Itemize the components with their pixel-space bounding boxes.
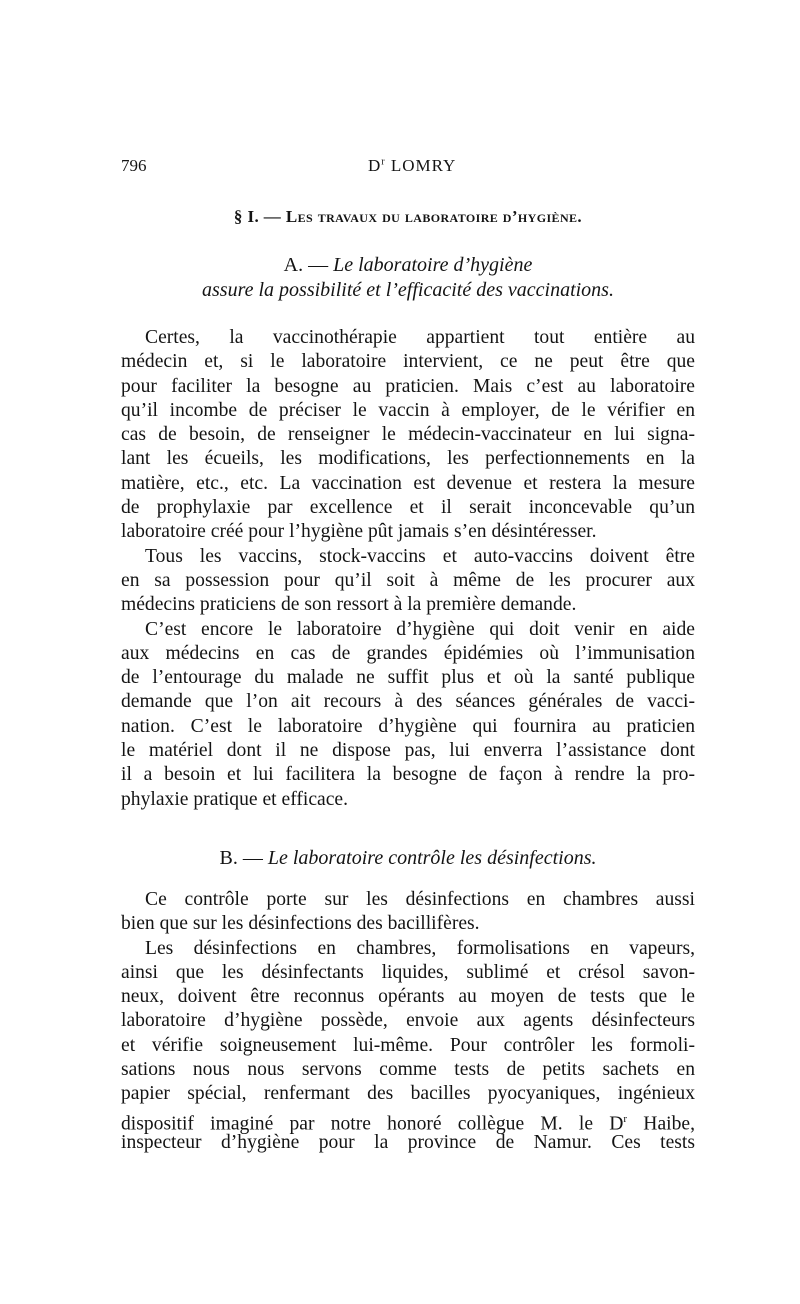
- text-line-tail: Haibe,: [627, 1113, 695, 1135]
- text-line-part: dispositif imaginé par notre honoré collègue M. le D: [121, 1113, 624, 1135]
- section-prefix: § I. —: [233, 207, 286, 226]
- page-number: 796: [121, 156, 147, 175]
- text-line: laboratoire d’hygiène possède, envoie aux agents désinfecteurs: [121, 1010, 695, 1032]
- text-line-with-superscript: [121, 1107, 695, 1135]
- text-line: en sa possession pour qu’il soit à même de les procurer aux: [121, 569, 695, 591]
- body-block-a: [121, 326, 695, 812]
- author-name: LOMRY: [390, 156, 457, 175]
- text-line: ainsi que les désinfectants liquides, sublimé et crésol savon-: [121, 961, 695, 983]
- text-line: bien que sur les désinfections des bacillifères.: [121, 913, 480, 935]
- body-block-b: [121, 888, 695, 1155]
- author-title: D: [368, 156, 382, 175]
- text-line: Certes, la vaccinothérapie appartient tout entière au: [145, 327, 695, 348]
- text-line: médecin et, si le laboratoire intervient, ce ne peut être que: [121, 351, 695, 373]
- text-line: neux, doivent être reconnus opérants au moyen de tests que le: [121, 986, 695, 1008]
- text-line: C’est encore le laboratoire d’hygiène qui doit venir en aide: [145, 618, 695, 640]
- subsection-a-title-line1: Le laboratoire d’hygiène: [333, 254, 533, 276]
- text-line: Les désinfections en chambres, formolisations en vapeurs,: [145, 937, 695, 959]
- text-line: et vérifie soigneusement lui-même. Pour contrôler les formoli-: [121, 1034, 695, 1056]
- text-line: de l’entourage du malade ne suffit plus et où la santé publique: [121, 667, 695, 689]
- text-line-sup: r: [623, 1112, 628, 1125]
- text-line: qu’il incombe de préciser le vaccin à employer, de le vérifier en: [121, 399, 695, 421]
- text-line: cas de besoin, de renseigner le médecin-vaccinateur en lui signa-: [121, 424, 695, 446]
- text-line: phylaxie pratique et efficace.: [121, 788, 349, 810]
- running-head: [121, 156, 695, 180]
- subsection-b-heading: [121, 846, 695, 870]
- text-line: demande que l’on ait recours à des séances générales de vacci-: [121, 691, 695, 713]
- subsection-a-heading: [121, 253, 695, 277]
- text-line: nation. C’est le laboratoire d’hygiène qui fournira au praticien: [121, 715, 695, 737]
- text-line: médecins praticiens de son ressort à la première demande.: [121, 594, 577, 616]
- text-line: Tous les vaccins, stock-vaccins et auto-vaccins doivent être: [145, 545, 695, 567]
- text-line: il a besoin et lui facilitera la besogne de façon à rendre la pro-: [121, 764, 695, 786]
- text-line: Ce contrôle porte sur les désinfections en chambres aussi: [145, 889, 695, 910]
- text-line: lant les écueils, les modifications, les perfectionnements en la: [121, 448, 695, 470]
- text-line: de prophylaxie par excellence et il serait inconcevable qu’un: [121, 497, 695, 519]
- text-line: laboratoire créé pour l’hygiène pût jamais s’en désintéresser.: [121, 521, 597, 543]
- section-heading: [121, 207, 695, 227]
- text-line: aux médecins en cas de grandes épidémies où l’immunisation: [121, 642, 695, 664]
- text-line: papier spécial, renfermant des bacilles pyocyaniques, ingénieux: [121, 1083, 695, 1105]
- text-line: pour faciliter la besogne au praticien. Mais c’est au laboratoire: [121, 375, 695, 397]
- subsection-b-letter: B. —: [219, 847, 263, 869]
- section-title: Les travaux du laboratoire d’hygiène.: [285, 207, 583, 226]
- text-line: inspecteur d’hygiène pour la province de Namur. Ces tests: [121, 1131, 695, 1153]
- author-title-sup: r: [381, 156, 386, 168]
- text-line: matière, etc., etc. La vaccination est devenue et restera la mesure: [121, 472, 695, 494]
- subsection-a-title-line2: assure la possibilité et l’efficacité des vaccinations.: [202, 279, 614, 301]
- text-line: sations nous nous servons comme tests de petits sachets en: [121, 1059, 695, 1081]
- subsection-b-title: Le laboratoire contrôle les désinfections.: [267, 847, 597, 869]
- text-line: le matériel dont il ne dispose pas, lui enverra l’assistance dont: [121, 740, 695, 762]
- running-head-author: [368, 156, 456, 176]
- subsection-a-letter: A. —: [283, 254, 329, 276]
